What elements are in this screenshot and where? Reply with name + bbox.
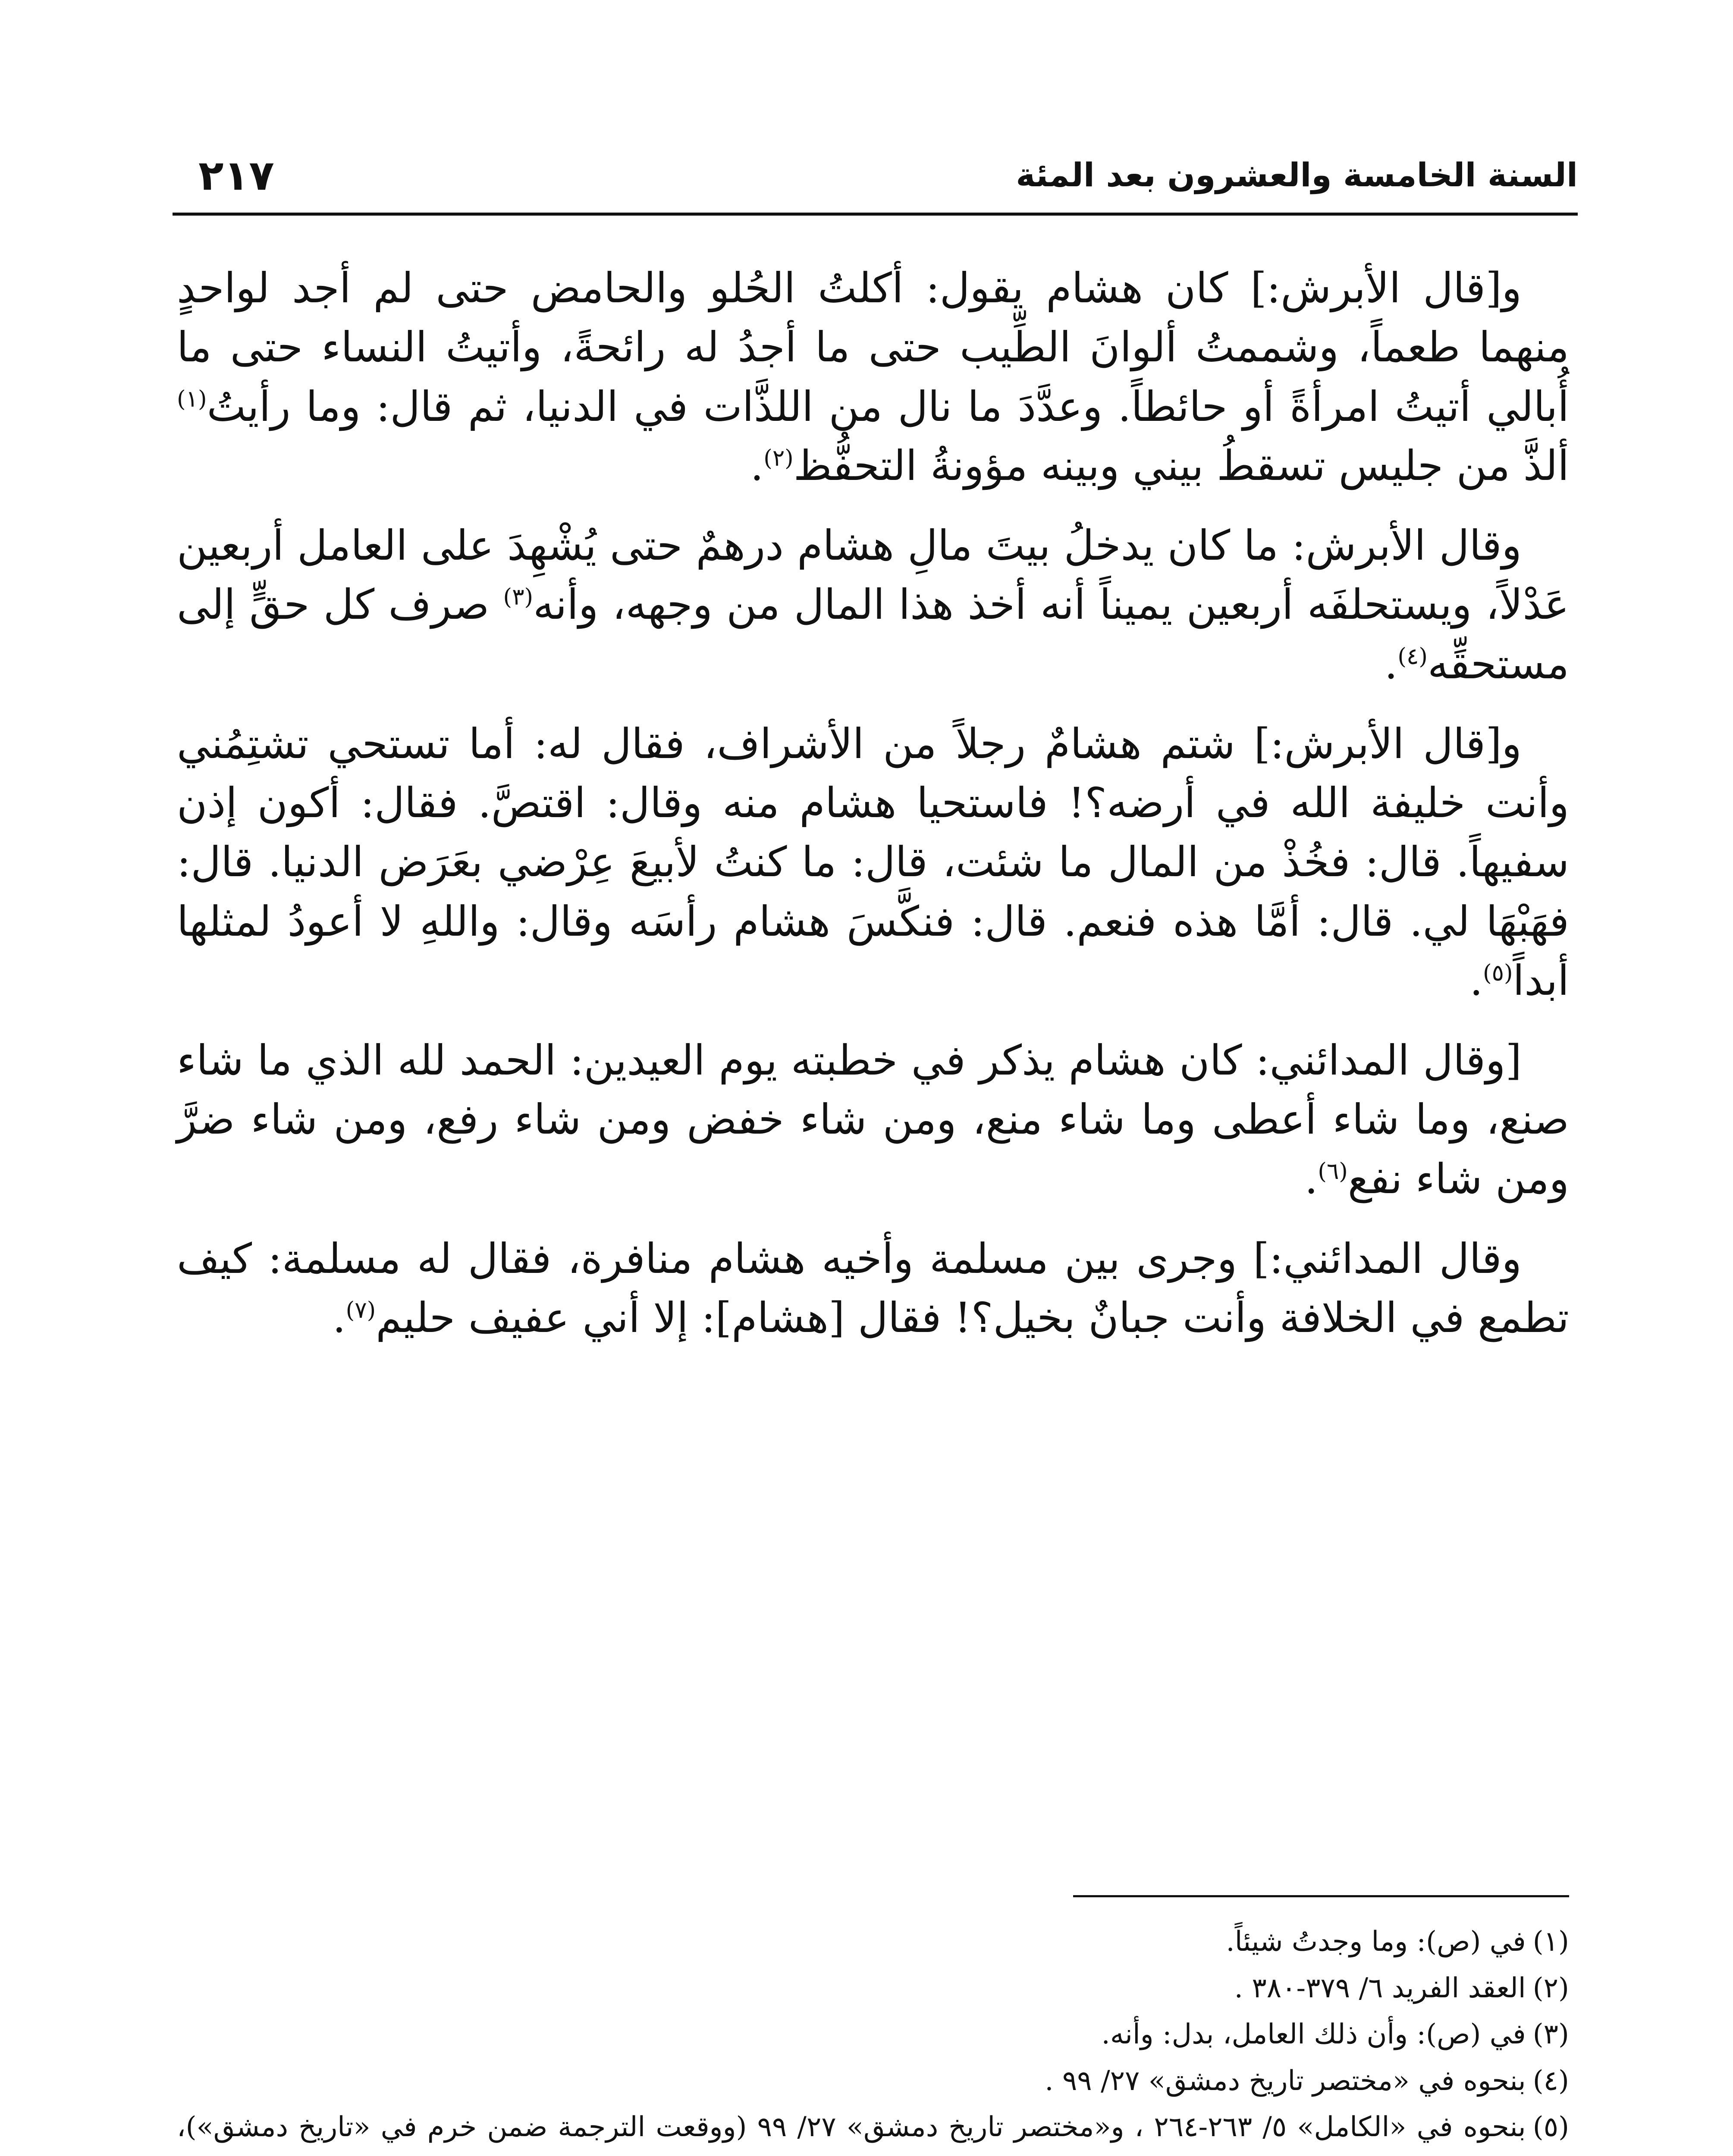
footnote-ref: (٤) (1397, 643, 1428, 670)
footnote-text: العقد الفريد ٦/ ٣٧٩-٣٨٠ . (1234, 1972, 1526, 2004)
running-title: السنة الخامسة والعشرون بعد المئة (1016, 156, 1578, 194)
paragraph (177, 714, 1569, 1010)
paragraph-text: وقال المدائني:] وجرى بين مسلمة وأخيه هشام منافرة، فقال له مسلمة: كيف تطمع في الخلافة وأنت جبانٌ بخيل؟! فقال [هشام]: إلا أني عفيف حليم (177, 1234, 1569, 1342)
footnote-ref: (١) (177, 385, 207, 412)
paragraph-text: . (1469, 956, 1483, 1005)
paragraph (177, 1031, 1569, 1209)
paragraph-text: ألذَّ من جليس تسقطُ بيني وبينه مؤونةُ التحفُّظ (793, 441, 1569, 490)
footnote-ref: (٦) (1318, 1158, 1348, 1185)
footnote-ref: (٣) (503, 584, 534, 611)
page-header (173, 138, 1578, 216)
footnote (177, 2012, 1569, 2058)
footnote-text: بنحوه في «مختصر تاريخ دمشق» ٢٧/ ٩٩ . (1045, 2065, 1526, 2097)
footnote-text: في (ص): وأن ذلك العامل، بدل: وأنه. (1101, 2018, 1526, 2051)
footnote-number: (٤) (1532, 2065, 1569, 2097)
footnote-number: (٣) (1532, 2018, 1569, 2051)
paragraph-text: صرف كل حقٍّ إلى مستحقِّه (177, 580, 1569, 688)
footnote-ref: (٧) (345, 1297, 376, 1324)
footnote-number: (٥) (1532, 2111, 1570, 2143)
footnote-text: في (ص): وما وجدتُ شيئاً. (1226, 1926, 1526, 1958)
footnote (177, 1919, 1569, 1965)
footnote-text: بنحوه في «الكامل» ٥/ ٢٦٣-٢٦٤ ، و«مختصر تاريخ دمشق» ٢٧/ ٩٩ (ووقعت الترجمة ضمن خرم في «تاريخ دمشق»)، (177, 2111, 1526, 2143)
footnote (177, 1965, 1569, 2012)
paragraph (177, 516, 1569, 694)
footnote-ref: (٢) (763, 445, 794, 471)
footnote-number: (٢) (1532, 1972, 1569, 2004)
header-rule (173, 213, 1578, 216)
paragraph-text: و[قال الأبرش:] شتم هشامٌ رجلاً من الأشراف، فقال له: أما تستحي تشتِمُني وأنت خليفة الله في أرضه؟! فاستحيا هشام منه وقال: اقتصَّ. فقال: أكون إذن سفيهاً. قال: فخُذْ من المال ما شئت، قال: ما كنتُ لأبيعَ عِرْضي بعَرَض الدنيا. قال: فهَبْهَا لي. قال: أمَّا هذه فنعم. قال: فنكَّسَ هشام رأسَه وقال: واللهِ لا أعودُ لمثلها أبداً (177, 719, 1569, 1005)
paragraph-text: . (1304, 1154, 1318, 1203)
paragraph-text: . (333, 1294, 346, 1342)
footnote (177, 2104, 1569, 2156)
main-text (177, 259, 1569, 1369)
footnote-ref: (٥) (1482, 959, 1513, 986)
paragraph-text: . (1384, 639, 1398, 688)
footnote-separator (1073, 1895, 1569, 1897)
page-number: ٢١٧ (198, 151, 274, 200)
paragraph (177, 259, 1569, 495)
footnotes (177, 1919, 1569, 2156)
footnote-number: (١) (1532, 1926, 1569, 1958)
paragraph-text: [وقال المدائني: كان هشام يذكر في خطبته يوم العيدين: الحمد لله الذي ما شاء صنع، وما شاء أعطى وما شاء منع، ومن شاء خفض ومن شاء رفع، ومن شاء ضرَّ ومن شاء نفع (177, 1036, 1569, 1203)
paragraph-text: و[قال الأبرش:] كان هشام يقول: أكلتُ الحُلو والحامض حتى لم أجد لواحدٍ منهما طعماً، وشممتُ ألوانَ الطِّيب حتى ما أجدُ له رائحةً، وأتيتُ النساء حتى ما أُبالي أتيتُ امرأةً أو حائطاً. وعدَّدَ ما نال من اللذَّات في الدنيا، ثم قال: وما رأيتُ (177, 264, 1569, 431)
paragraph (177, 1229, 1569, 1348)
paragraph-text: وقال الأبرش: ما كان يدخلُ بيتَ مالِ هشام درهمٌ حتى يُشْهِدَ على العامل أربعين عَدْلاً، ويستحلفَه أربعين يميناً أنه أخذ هذا المال من وجهه، وأنه (177, 521, 1570, 629)
footnote (177, 2058, 1569, 2105)
paragraph-text: . (750, 441, 764, 490)
